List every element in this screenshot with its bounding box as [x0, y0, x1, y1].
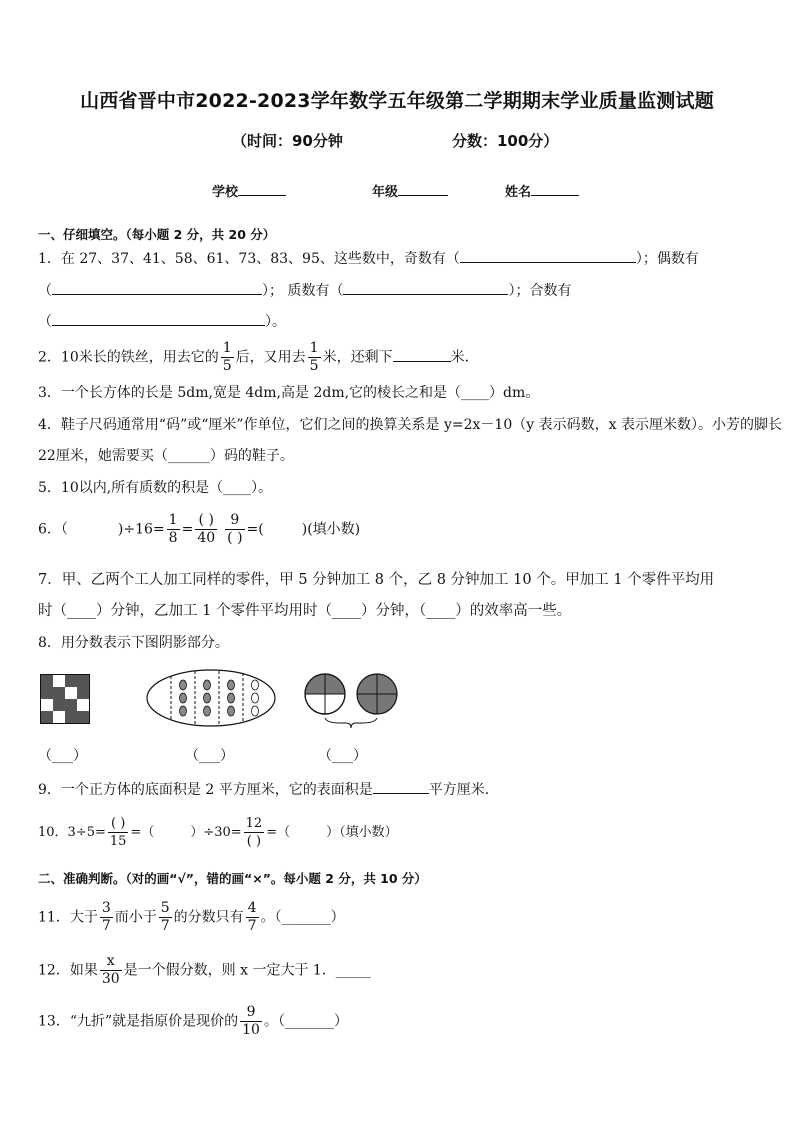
oval-dots-figure	[145, 668, 277, 728]
question-8-blank-1[interactable]: （___）	[38, 748, 87, 764]
fraction: $\frac{x}{30}$	[101, 953, 120, 987]
exam-score: 分数：100分）	[452, 132, 559, 150]
question-8: 8．用分数表示下图阴影部分。	[38, 635, 229, 651]
fraction: $\frac{4}{7}$	[247, 900, 257, 934]
fraction: $\frac{12}{( )}$	[245, 816, 263, 849]
exam-time: （时间：90分钟	[232, 132, 343, 150]
school-field[interactable]	[212, 181, 286, 200]
question-9: 9．一个正方体的底面积是 2 平方厘米，它的表面积是 平方厘米．	[38, 779, 499, 800]
circles-figure	[300, 668, 404, 730]
fraction: $\frac{1}{8}$	[168, 512, 178, 546]
fraction: $\frac{5}{7}$	[160, 900, 170, 934]
question-10: 10．3÷5= $\frac{( )}{15}$ =（ ）÷30= $\frac{12}{( )}$ =（ ）（填小数）	[38, 816, 398, 849]
question-13: 13．“九折”就是指原价是现价的 $\frac{9}{10}$ 。（_______）	[38, 1004, 348, 1038]
question-3: 3．一个长方体的长是 5dm,宽是 4dm,高是 2dm,它的棱长之和是（____）dm。	[38, 385, 540, 401]
question-4-line-1: 4．鞋子尺码通常用“码”或“厘米”作单位，它们之间的换算关系是 y=2x－10（y 表示码数，x 表示厘米数）。小芳的脚长	[38, 417, 782, 433]
question-8-blank-2[interactable]: （___）	[185, 748, 234, 764]
question-1-line-1: 1．在 27、37、41、58、61、73、83、95、这些数中，奇数有（ ）；偶数有	[38, 248, 699, 269]
fraction: $\frac{9}{( )}$	[227, 512, 243, 546]
grade-label: 年级	[372, 185, 399, 200]
section-1-heading: 一、仔细填空。（每小题 2 分，共 20 分）	[38, 227, 276, 242]
name-field[interactable]	[505, 181, 579, 200]
fraction: $\frac{3}{7}$	[101, 900, 111, 934]
fraction: $\frac{( )}{15}$	[109, 816, 127, 849]
question-11: 11．大于 $\frac{3}{7}$ 而小于 $\frac{5}{7}$ 的分数只有 $\frac{4}{7}$ 。（_______）	[38, 900, 345, 934]
question-12: 12．如果 $\frac{x}{30}$ 是一个假分数，则 x 一定大于 1．_____	[38, 953, 371, 987]
fraction: $\frac{( )}{40}$	[197, 512, 216, 546]
grade-field[interactable]	[372, 181, 448, 200]
fraction: $\frac{9}{10}$	[242, 1004, 260, 1038]
question-7-line-1: 7．甲、乙两个工人加工同样的零件，甲 5 分钟加工 8 个，乙 8 分钟加工 10 个。甲加工 1 个零件平均用	[38, 572, 715, 588]
question-7-line-2: 时（____）分钟，乙加工 1 个零件平均用时（____）分钟，（____）的效率高一些。	[38, 603, 572, 619]
question-8-blank-3[interactable]: （___）	[318, 748, 367, 764]
page-title: 山西省晋中市2022-2023学年数学五年级第二学期期末学业质量监测试题	[80, 90, 714, 112]
school-label: 学校	[212, 185, 239, 200]
question-5: 5．10以内,所有质数的积是（____）。	[38, 480, 273, 496]
question-4-line-2: 22厘米，她需要买（______）码的鞋子。	[38, 448, 294, 464]
question-1-line-2: （ ）； 质数有（ ）；合数有	[38, 280, 571, 301]
fraction: $\frac{1}{5}$	[222, 340, 232, 374]
checkerboard-figure	[40, 674, 90, 724]
fraction: $\frac{1}{5}$	[309, 340, 319, 374]
question-6: 6．（ )÷16= $\frac{1}{8}$ = $\frac{( )}{40}$ $\frac{9}{( )}$ =( )(填小数)	[38, 512, 361, 546]
section-2-heading: 二、准确判断。（对的画“√”，错的画“×”。每小题 2 分，共 10 分）	[38, 871, 427, 886]
question-1-line-3: （ ）。	[38, 311, 286, 332]
question-2: 2．10米长的铁丝，用去它的 $\frac{1}{5}$ 后，又用去 $\frac{1}{5}$ 米，还剩下 米．	[38, 340, 479, 374]
name-label: 姓名	[505, 185, 532, 200]
